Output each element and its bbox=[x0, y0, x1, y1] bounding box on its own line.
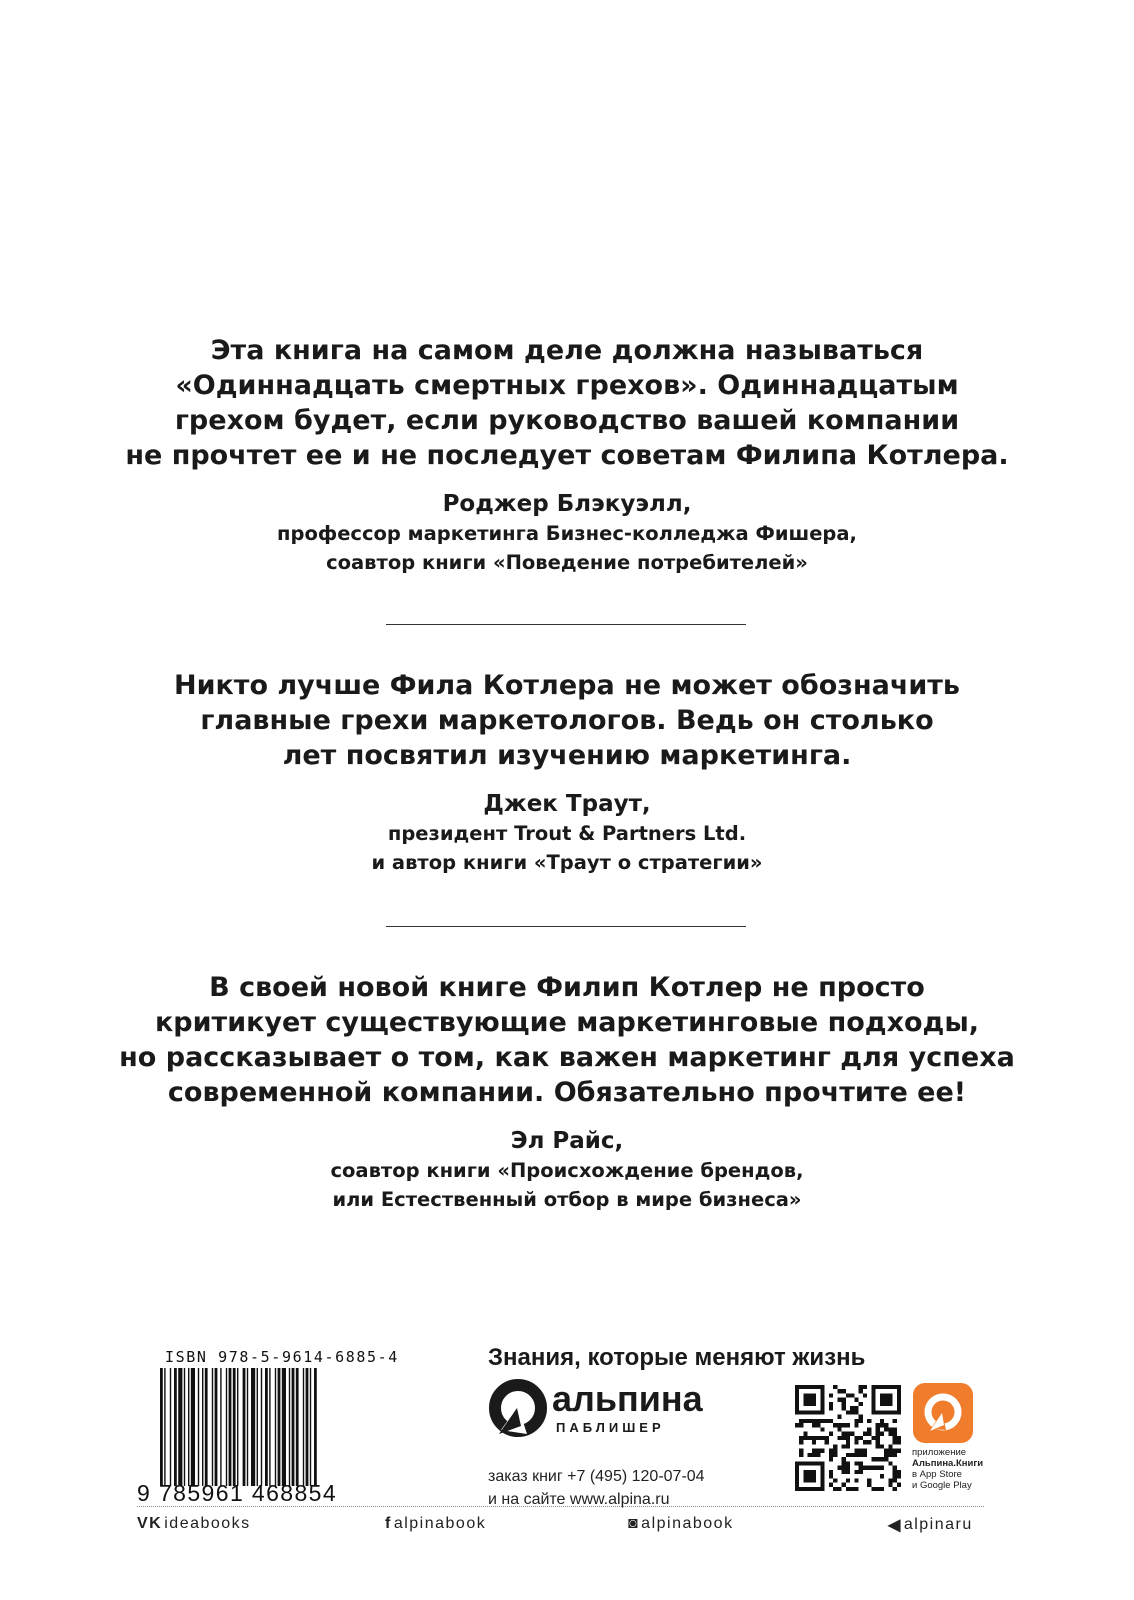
role-line: или Естественный отбор в мире бизнеса» bbox=[332, 1188, 802, 1211]
vk-icon: VK bbox=[137, 1515, 163, 1532]
order-phone: заказ книг +7 (495) 120-07-04 bbox=[488, 1468, 705, 1485]
quote-line: Эта книга на самом деле должна называться bbox=[210, 335, 924, 366]
publisher-slogan: Знания, которые меняют жизнь bbox=[488, 1344, 866, 1371]
social-handle: alpinaru bbox=[903, 1516, 973, 1533]
app-name: Альпина.Книги bbox=[912, 1458, 984, 1469]
app-line: в App Store bbox=[912, 1469, 962, 1480]
quote-text bbox=[0, 333, 1134, 473]
quote-author: Джек Траут, bbox=[483, 791, 651, 817]
alpina-logo-icon bbox=[487, 1378, 549, 1440]
instagram-icon: ◙ bbox=[628, 1515, 640, 1532]
quote-line: но рассказывает о том, как важен маркетинг для успеха bbox=[119, 1042, 1015, 1073]
barcode-digits: 9 785961 468854 bbox=[137, 1480, 338, 1506]
social-vk[interactable] bbox=[137, 1515, 251, 1533]
quote-text bbox=[0, 970, 1134, 1110]
author-role bbox=[0, 519, 1134, 577]
social-handle: alpinabook bbox=[641, 1515, 734, 1532]
publisher-sub: ПАБЛИШЕР bbox=[556, 1420, 665, 1435]
quote-line: грехом будет, если руководство вашей компании bbox=[174, 405, 960, 436]
quote-line: не прочтет ее и не последует советам Филипа Котлера. bbox=[125, 440, 1009, 471]
quote-text bbox=[0, 668, 1134, 773]
quote-line: критикует существующие маркетинговые подходы, bbox=[154, 1007, 980, 1038]
role-line: соавтор книги «Поведение потребителей» bbox=[326, 551, 808, 574]
quote-line: «Одиннадцать смертных грехов». Одиннадцатым bbox=[175, 370, 959, 401]
divider bbox=[386, 624, 746, 625]
author-role bbox=[0, 1156, 1134, 1214]
social-facebook[interactable] bbox=[385, 1515, 486, 1533]
role-line: соавтор книги «Происхождение брендов, bbox=[330, 1159, 804, 1182]
app-line: приложение bbox=[912, 1447, 967, 1458]
quote-author: Эл Райс, bbox=[510, 1128, 624, 1154]
quote-author: Роджер Блэкуэлл, bbox=[442, 491, 692, 517]
social-handle: ideabooks bbox=[164, 1515, 251, 1532]
divider bbox=[386, 926, 746, 927]
social-instagram[interactable] bbox=[628, 1515, 734, 1533]
social-handle: alpinabook bbox=[393, 1515, 487, 1532]
app-line: и Google Play bbox=[912, 1480, 972, 1491]
quote-line: главные грехи маркетологов. Ведь он столько bbox=[200, 705, 934, 736]
author-role bbox=[0, 819, 1134, 877]
social-telegram[interactable] bbox=[888, 1515, 973, 1535]
quote-line: лет посвятил изучению маркетинга. bbox=[282, 740, 852, 771]
role-line: профессор маркетинга Бизнес-колледжа Фишера, bbox=[277, 522, 857, 545]
telegram-icon: ◀ bbox=[888, 1517, 902, 1534]
quote-line: современной компании. Обязательно прочтите ее! bbox=[167, 1077, 967, 1108]
quote-line: В своей новой книге Филип Котлер не просто bbox=[209, 972, 925, 1003]
publisher-name: альпина bbox=[552, 1378, 703, 1419]
order-info bbox=[488, 1465, 705, 1511]
role-line: и автор книги «Траут о стратегии» bbox=[371, 851, 763, 874]
app-caption bbox=[912, 1447, 983, 1491]
order-site: и на сайте www.alpina.ru bbox=[488, 1491, 670, 1508]
app-icon bbox=[913, 1383, 973, 1443]
isbn-label: ISBN 978-5-9614-6885-4 bbox=[165, 1348, 399, 1366]
quote-line: Никто лучше Фила Котлера не может обозначить bbox=[173, 670, 961, 701]
qr-code-icon bbox=[795, 1385, 901, 1491]
role-line: президент Trout & Partners Ltd. bbox=[387, 822, 747, 845]
quote-block-3 bbox=[0, 970, 1134, 1214]
barcode-icon bbox=[160, 1368, 400, 1486]
quote-block-1 bbox=[0, 333, 1134, 577]
quote-block-2 bbox=[0, 668, 1134, 877]
bottom-divider bbox=[137, 1506, 984, 1507]
facebook-icon: f bbox=[385, 1515, 392, 1532]
